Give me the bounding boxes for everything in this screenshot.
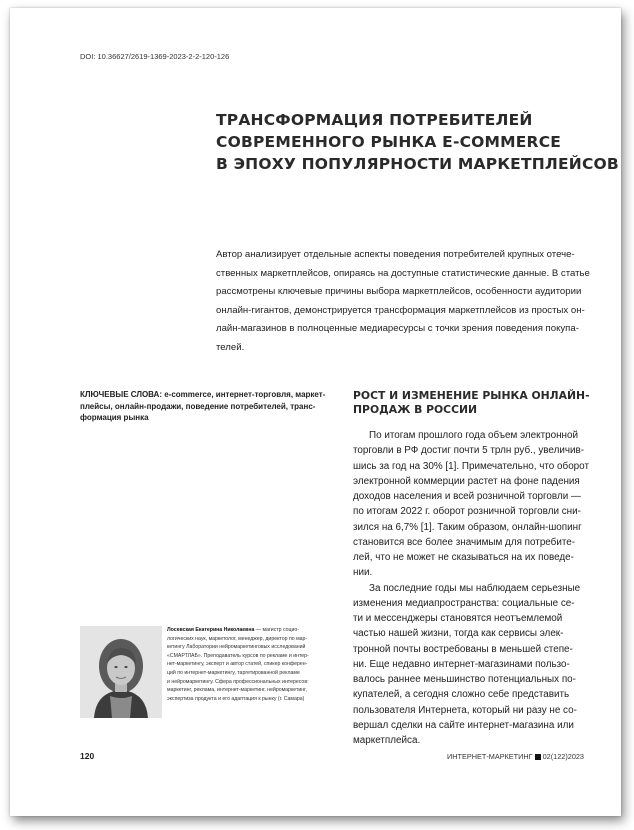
- body-line: шись за год на 30% [1]. Примечательно, что оборот: [353, 460, 589, 472]
- title-line: ТРАНСФОРМАЦИЯ ПОТРЕБИТЕЛЕЙ: [216, 111, 533, 129]
- body-line: становится все более значимым для потребите-: [353, 536, 576, 548]
- body-text: [353, 428, 603, 748]
- keywords-line: формация рынка: [80, 413, 149, 422]
- section-heading-line: РОСТ И ИЗМЕНЕНИЕ РЫНКА ОНЛАЙН-: [353, 389, 590, 402]
- keywords-line: КЛЮЧЕВЫЕ СЛОВА: e-commerce, интернет-торговля, маркет-: [80, 390, 326, 399]
- abstract: [216, 246, 596, 357]
- author-bio-line: и нейромаркетингу. Сфера профессиональных интересов:: [167, 678, 309, 685]
- title-line: СОВРЕМЕННОГО РЫНКА E-COMMERCE: [216, 133, 562, 151]
- author-bio-line: — магистр социо-: [255, 627, 300, 633]
- abstract-line: рассмотрены ключевые причины выбора маркетплейсов, особенности аудитории: [216, 286, 582, 297]
- body-line: доходов населения и всей розничной торговли —: [353, 491, 581, 502]
- author-bio-line: нет-маркетингу, эксперт и автор статей, спикер конферен-: [167, 661, 308, 668]
- body-line: ти и мессенджеры становятся неотъемлемой: [353, 613, 563, 624]
- body-line: нии.: [353, 567, 373, 579]
- body-line: частью нашей жизни, тогда как сервисы элек-: [353, 628, 564, 640]
- journal-name: ИНТЕРНЕТ-МАРКЕТИНГ: [447, 752, 533, 761]
- journal-issue: 02(122)2023: [542, 752, 584, 761]
- square-bullet-icon: [535, 754, 541, 760]
- body-line: пользователя Интернета, который ни разу не со-: [353, 704, 577, 716]
- body-line: торговли в РФ достиг почти 5 трлн руб., увеличив-: [353, 445, 585, 457]
- body-line: По итогам прошлого года объем электронной: [369, 430, 579, 441]
- section-heading: [353, 389, 603, 417]
- author-bio-line: логических наук, маркетолог, менеджер, директор по мар-: [167, 635, 308, 642]
- author-bio-line: кетингу Лаборатории нейромаркетинговых исследований: [167, 644, 306, 651]
- article-title: [216, 109, 619, 175]
- abstract-line: телей.: [216, 341, 245, 353]
- author-bio-line: «СМАРТЛАБ». Преподаватель курсов по рекламе и интер-: [167, 652, 309, 659]
- body-line: валось раннее меньшинство потенциальных по-: [353, 674, 576, 685]
- body-line: зился на 6,7% [1]. Таким образом, онлайн-шопинг: [353, 521, 582, 533]
- body-line: ни. Еще недавно интернет-магазинами пользо-: [353, 658, 570, 670]
- abstract-line: онлайн-гигантов, демонстрируется трансформация маркетплейсов из простых он-: [216, 304, 585, 316]
- body-line: тронной почты востребованы в меньшей степе-: [353, 643, 573, 655]
- body-line: За последние годы мы наблюдаем серьезные: [369, 582, 581, 594]
- journal-page: [10, 8, 621, 816]
- body-line: маркетплейса.: [353, 735, 421, 746]
- title-line: В ЭПОХУ ПОПУЛЯРНОСТИ МАРКЕТПЛЕЙСОВ: [216, 155, 619, 173]
- author-bio-line: маркетинг, реклама, интернет-маркетинг, нейромаркетинг,: [167, 687, 307, 694]
- body-line: изменения медиапространства: социальные се-: [353, 597, 575, 609]
- journal-footer: [447, 752, 584, 761]
- body-line: вершал сделки на сайте интернет-магазина или: [353, 719, 574, 731]
- body-line: купателей, а сегодня сложно себе представить: [353, 689, 570, 701]
- abstract-line: Автор анализирует отдельные аспекты поведения потребителей крупных отече-: [216, 249, 575, 260]
- author-bio-line: экспертиза продукта и его адаптация к рынку (г. Самара): [167, 695, 305, 702]
- body-line: лей, что не может не сказываться на их поведе-: [353, 552, 574, 563]
- page-number: 120: [80, 751, 95, 761]
- author-info: [167, 626, 332, 703]
- abstract-line: ственных маркетплейсов, опираясь на доступные статистические данные. В статье: [216, 267, 590, 279]
- doi-line: DOI: 10.36627/2619-1369-2023-2-2-120-126: [80, 52, 230, 61]
- body-line: по итогам 2022 г. оборот розничной торговли сни-: [353, 506, 581, 518]
- abstract-line: лайн-магазинов в полноценные медиаресурсы с точки зрения поведения покупа-: [216, 323, 579, 334]
- body-line: электронной коммерции растет на фоне падения: [353, 475, 580, 487]
- keywords-line: плейсы, онлайн-продажи, поведение потребителей, транс-: [80, 401, 316, 411]
- author-name: Лосевская Екатерина Николаевна: [167, 627, 255, 633]
- section-heading-line: ПРОДАЖ В РОССИИ: [353, 403, 478, 416]
- keywords: [80, 389, 326, 424]
- author-photo: [80, 626, 162, 718]
- author-bio-line: ций по интернет-маркетингу, таргетированной рекламе: [167, 669, 300, 676]
